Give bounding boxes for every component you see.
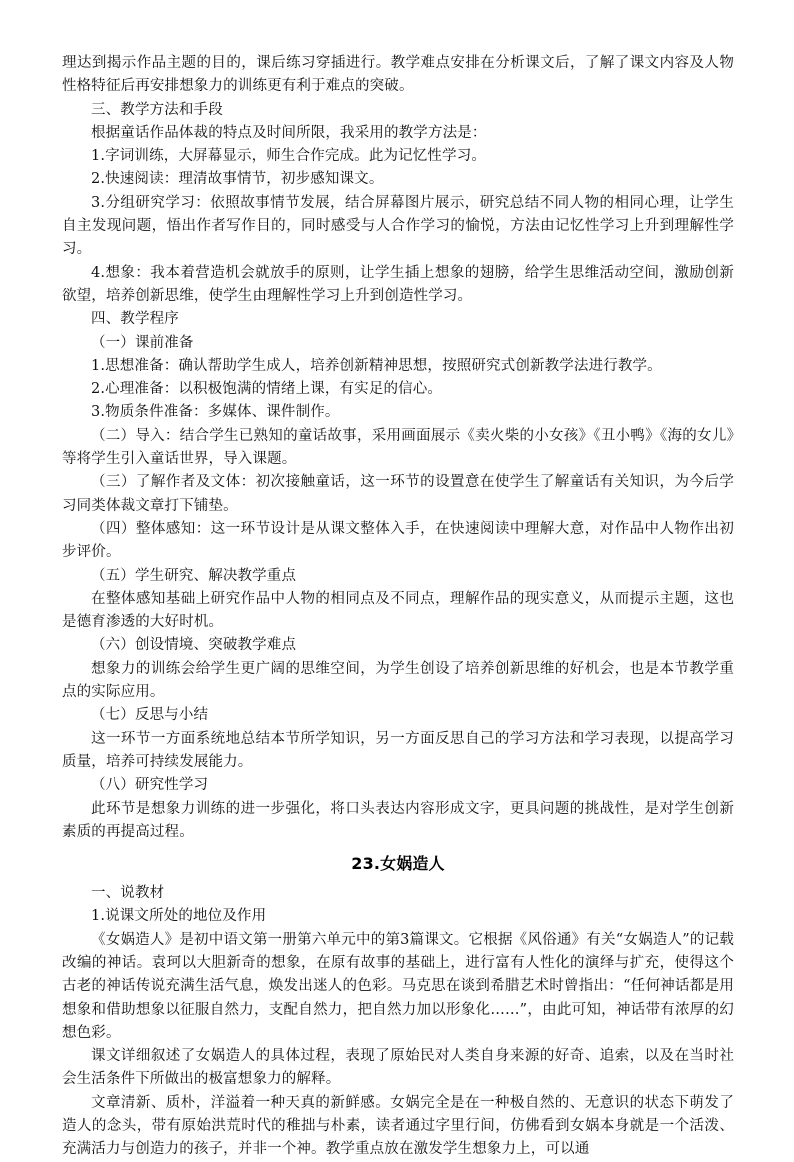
paragraph: 根据童话作品体裁的特点及时间所限，我采用的教学方法是： [91,124,487,141]
paragraph: （二）导入：结合学生已熟知的童话故事，采用画面展示《卖火柴的小女孩》《丑小鸭》《海的女儿》等将学生引入童话世界，导入课题。 [62,427,734,468]
paragraph: （四）整体感知：这一环节设计是从课文整体入手，在快速阅读中理解大意，对作品中人物作出初步评价。 [62,520,734,561]
paragraph: 这一环节一方面系统地总结本节所学知识，另一方面反思自己的学习方法和学习表现，以提高学习质量，培养可持续发展能力。 [62,730,734,770]
subsection-heading: （八）研究性学习 [91,777,209,794]
subsection-heading: （一）课前准备 [91,334,194,351]
section-heading: 三、教学方法和手段 [91,101,223,118]
list-item: 2.快速阅读：理清故事情节，初步感知课文。 [91,171,384,188]
list-item: 4.想象：我本着营造机会就放手的原则，让学生插上想象的翅膀，给学生思维活动空间，激励创新欲望，培养创新思维，使学生由理解性学习上升到创造性学习。 [62,264,734,304]
paragraph: 此环节是想象力训练的进一步强化，将口头表达内容形成文字，更具问题的挑战性，是对学生创新素质的再提高过程。 [62,800,734,840]
paragraph: 《女娲造人》是初中语文第一册第六单元中的第3篇课文。它根据《风俗通》有关“女娲造人”的记载改编的神话。袁珂以大胆新奇的想象，在原有故事的基础上，进行富有人性化的演绎与扩充，使得这个古老的神话传说充满生活气息，焕发出迷人的色彩。马克思在谈到希腊艺术时曾指出：“任何神话都是用想象和借助想象以征服自然力，支配自然力，把自然力加以形象化……”，由此可知，神话带有浓厚的幻想色彩。 [62,931,734,1041]
paragraph: 课文详细叙述了女娲造人的具体过程，表现了原始民对人类自身来源的好奇、追索，以及在当时社会生活条件下所做出的极富想象力的解释。 [62,1048,734,1088]
paragraph: 理达到揭示作品主题的目的，课后练习穿插进行。教学难点安排在分析课文后，了解了课文内容及人物性格特征后再安排想象力的训练更有利于难点的突破。 [62,55,734,95]
paragraph: 在整体感知基础上研究作品中人物的相同点及不同点，理解作品的现实意义，从而提示主题，这也是德育渗透的大好时机。 [62,590,734,631]
subsection-heading: （七）反思与小结 [91,707,209,724]
section-heading: 一、说教材 [91,885,165,902]
list-item: 1.思想准备：确认帮助学生成人，培养创新精神思想，按照研究式创新教学法进行教学。 [91,357,662,374]
document-page [62,52,734,1162]
section-heading: 四、教学程序 [91,311,179,328]
subsection-heading: （五）学生研究、解决教学重点 [91,567,297,584]
paragraph: （三）了解作者及文体：初次接触童话，这一环节的设置意在使学生了解童话有关知识，为今后学习同类体裁文章打下铺垫。 [62,474,734,514]
subsection-heading: 1.说课文所处的地位及作用 [91,908,267,925]
paragraph: 想象力的训练会给学生更广阔的思维空间，为学生创设了培养创新思维的好机会，也是本节教学重点的实际应用。 [62,660,734,701]
subsection-heading: （六）创设情境、突破教学难点 [91,637,297,654]
list-item: 3.物质条件准备：多媒体、课件制作。 [91,404,340,421]
list-item: 3.分组研究学习：依照故事情节发展，结合屏幕图片展示，研究总结不同人物的相同心理，让学生自主发现问题，悟出作者写作目的，同时感受与人合作学习的愉悦，方法由记忆性学习上升到理解性学习。 [62,194,734,258]
list-item: 2.心理准备：以积极饱满的情绪上课，有实足的信心。 [91,381,443,398]
paragraph: 文章清新、质朴，洋溢着一种天真的新鲜感。女娲完全是在一种极自然的、无意识的状态下萌发了造人的念头，带有原始洪荒时代的稚拙与朴素，读者通过字里行间，仿佛看到女娲本身就是一个活泼、充满活力与创造力的孩子，并非一个神。教学重点放在激发学生想象力上，可以通 [62,1094,734,1158]
list-item: 1.字词训练，大屏幕显示，师生合作完成。此为记忆性学习。 [91,148,487,165]
section-title: 23.女娲造人 [351,854,445,874]
